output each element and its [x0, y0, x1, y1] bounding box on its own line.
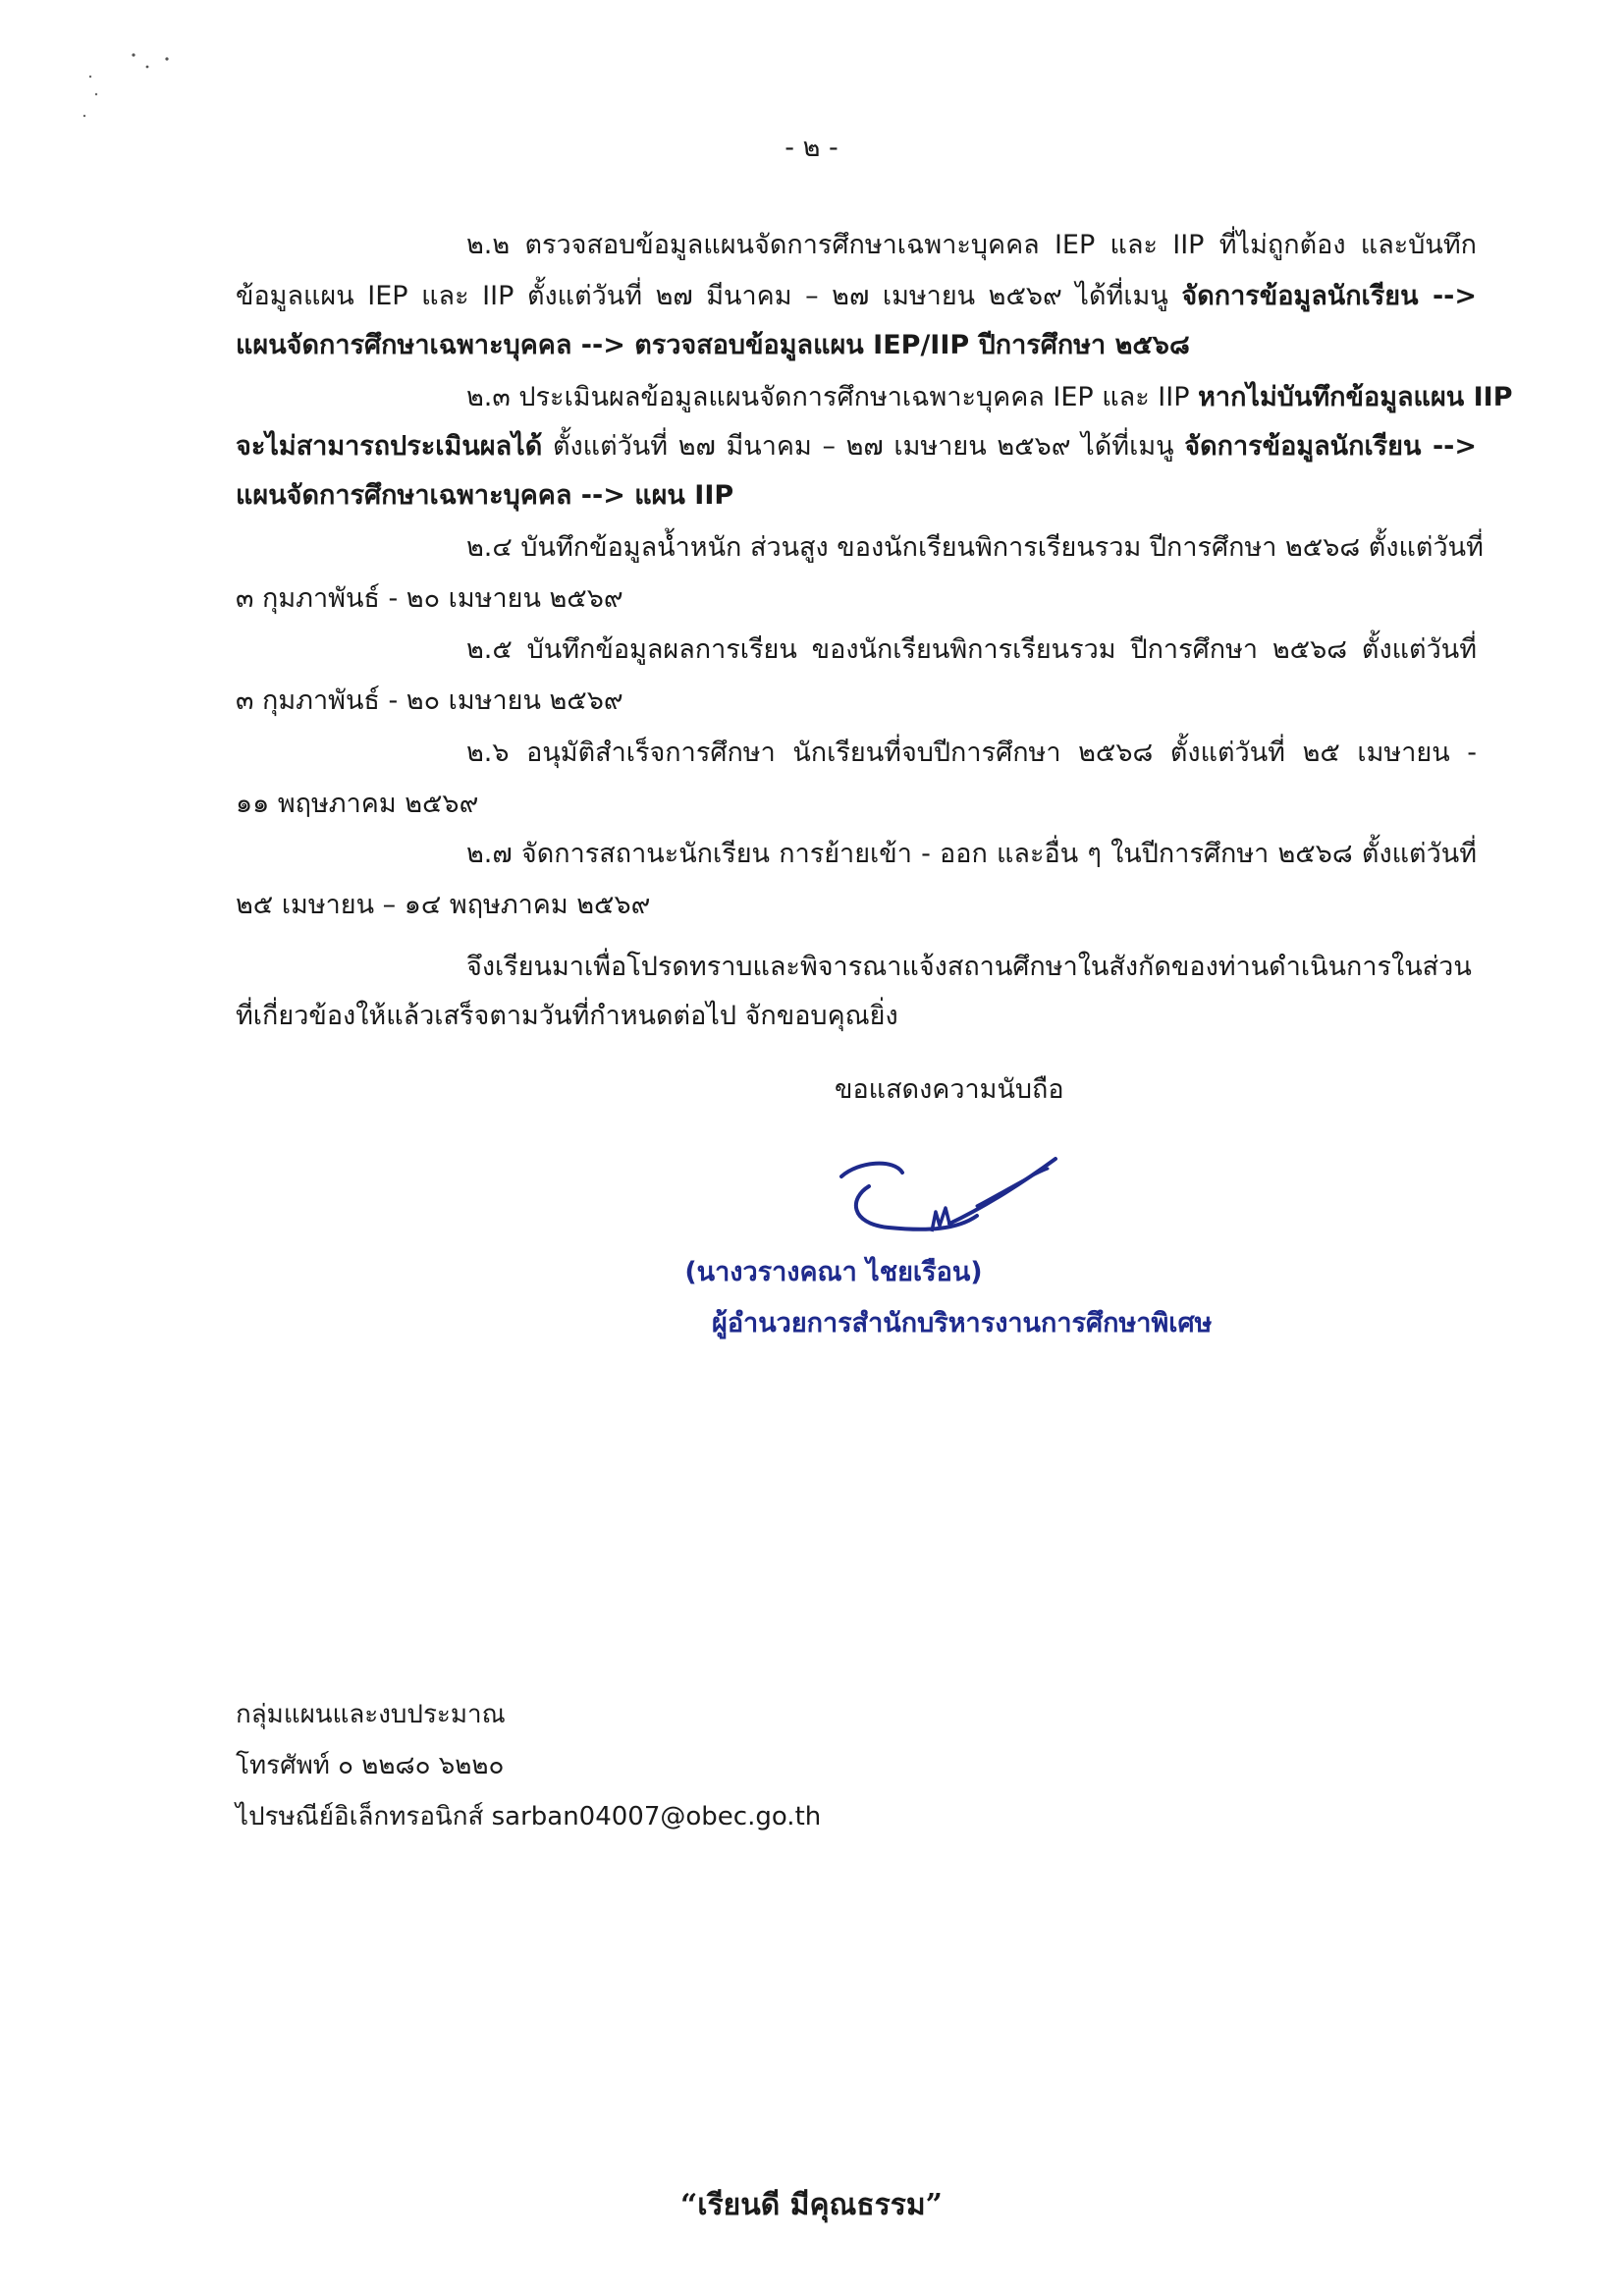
item-2-7-line-2: ๒๕ เมษายน – ๑๔ พฤษภาคม ๒๕๖๙ [236, 890, 651, 920]
item-2-2-text: ข้อมูลแผน IEP และ IIP ตั้งแต่วันที่ ๒๗ มีนาคม – ๒๗ เมษายน ๒๕๖๙ ได้ที่เมนู [236, 281, 1182, 311]
item-2-2-menu-path-cont: แผนจัดการศึกษาเฉพาะบุคคล --> ตรวจสอบข้อมูลแผน IEP/IIP ปีการศึกษา ๒๕๖๘ [236, 330, 1190, 360]
item-2-5-line-1: ๒.๕ บันทึกข้อมูลผลการเรียน ของนักเรียนพิการเรียนรวม ปีการศึกษา ๒๕๖๘ ตั้งแต่วันที่ [466, 634, 1477, 665]
item-2-2-line-3 [236, 326, 1477, 365]
contact-office: กลุ่มแผนและงบประมาณ [236, 1700, 506, 1729]
item-2-3-warning: หากไม่บันทึกข้อมูลแผน IIP [1198, 382, 1513, 412]
conclusion-line-1: จึงเรียนมาเพื่อโปรดทราบและพิจารณาแจ้งสถานศึกษาในสังกัดของท่านดำเนินการในส่วน [466, 952, 1472, 982]
item-2-4-line-2: ๓ กุมภาพันธ์ - ๒๐ เมษายน ๒๕๖๙ [236, 583, 623, 614]
footer-motto: “เรียนดี มีคุณธรรม” [680, 2188, 943, 2222]
item-2-3-line-3 [236, 476, 1477, 516]
item-2-2-menu-path: จัดการข้อมูลนักเรียน --> [1181, 281, 1477, 311]
signer-title: ผู้อำนวยการสำนักบริหารงานการศึกษาพิเศษ [712, 1308, 1213, 1339]
item-2-3-menu-path: จัดการข้อมูลนักเรียน --> [1184, 431, 1477, 462]
contact-phone: โทรศัพท์ ๐ ๒๒๘๐ ๖๒๒๐ [236, 1751, 505, 1780]
item-2-5-line-2: ๓ กุมภาพันธ์ - ๒๐ เมษายน ๒๕๖๙ [236, 685, 623, 716]
item-2-3-line-1 [466, 378, 1513, 417]
scan-specks [69, 47, 196, 136]
item-2-6-line-2: ๑๑ พฤษภาคม ๒๕๖๙ [236, 789, 479, 819]
item-2-3-menu-path-cont: แผนจัดการศึกษาเฉพาะบุคคล --> แผน IIP [236, 480, 734, 511]
item-2-3-warning-cont: จะไม่สามารถประเมินผลได้ [236, 431, 543, 462]
item-2-3-line-2 [236, 427, 1477, 466]
conclusion-line-2: ที่เกี่ยวข้องให้แล้วเสร็จตามวันที่กำหนดต่อไป จักขอบคุณยิ่ง [236, 1001, 898, 1031]
item-2-3-dates: ตั้งแต่วันที่ ๒๗ มีนาคม – ๒๗ เมษายน ๒๕๖๙ ได้ที่เมนู [542, 431, 1185, 462]
closing-salutation: ขอแสดงความนับถือ [835, 1074, 1064, 1105]
signature-mark [830, 1147, 1065, 1255]
item-2-6-line-1: ๒.๖ อนุมัติสำเร็จการศึกษา นักเรียนที่จบปีการศึกษา ๒๕๖๘ ตั้งแต่วันที่ ๒๕ เมษายน - [466, 738, 1477, 768]
contact-email: ไปรษณีย์อิเล็กทรอนิกส์ sarban04007@obec.go.th [236, 1802, 822, 1831]
item-2-7-line-1: ๒.๗ จัดการสถานะนักเรียน การย้ายเข้า - ออก และอื่น ๆ ในปีการศึกษา ๒๕๖๘ ตั้งแต่วันที่ [466, 839, 1477, 869]
signer-name: (นางวรางคณา ไชยเรือน) [684, 1257, 983, 1287]
item-2-2-line-2 [236, 277, 1477, 316]
page-number: - ๒ - [784, 133, 839, 163]
item-2-2-line-1: ๒.๒ ตรวจสอบข้อมูลแผนจัดการศึกษาเฉพาะบุคคล IEP และ IIP ที่ไม่ถูกต้อง และบันทึก [466, 230, 1477, 260]
item-2-3-text: ๒.๓ ประเมินผลข้อมูลแผนจัดการศึกษาเฉพาะบุคคล IEP และ IIP [466, 382, 1199, 412]
item-2-4-line-1: ๒.๔ บันทึกข้อมูลน้ำหนัก ส่วนสูง ของนักเรียนพิการเรียนรวม ปีการศึกษา ๒๕๖๘ ตั้งแต่วันที่ [466, 532, 1484, 563]
